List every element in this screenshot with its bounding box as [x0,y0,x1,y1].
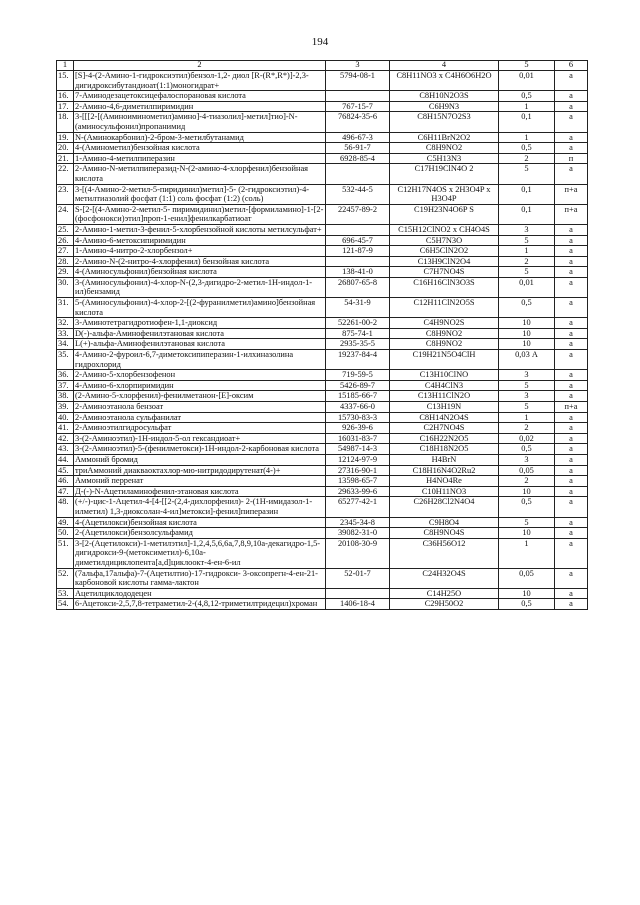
row-number: 49. [57,517,74,528]
row-number: 29. [57,267,74,278]
limit-value: 10 [499,486,555,497]
table-row [57,402,588,413]
row-number: 48. [57,497,74,517]
table-row [57,517,588,528]
cas-number: 65277-42-1 [326,497,390,517]
row-number: 44. [57,454,74,465]
limit-value: 0,01 [499,71,555,91]
hazard-type: а [555,267,588,278]
limit-value: 1 [499,538,555,568]
limit-value: 0,1 [499,184,555,204]
cas-number: 4337-66-0 [326,402,390,413]
substance-name: 2-Амино-5-хлорбензофенон [74,370,326,381]
substance-name: Аммоний бромид [74,454,326,465]
row-number: 25. [57,224,74,235]
limit-value: 0,03 А [499,350,555,370]
cas-number: 54987-14-3 [326,444,390,455]
substance-name: 7-Аминодезацетоксицефалоспорановая кислота [74,91,326,102]
table-row [57,476,588,487]
row-number: 54. [57,599,74,610]
hazard-type: а [555,599,588,610]
page-number: 194 [311,36,329,48]
table-row [57,465,588,476]
row-number: 15. [57,71,74,91]
cas-number: 26807-65-8 [326,277,390,297]
hazard-type: а [555,132,588,143]
substance-name: 2-(Ацетилокси)бензолсульфамид [74,528,326,539]
chemical-formula: H4BrN [390,454,499,465]
hazard-type: п+а [555,204,588,224]
chemical-formula: C6H9N3 [390,101,499,112]
chemical-formula: C8H9NO4S [390,528,499,539]
chemical-formula: C16H16ClN3O3S [390,277,499,297]
table-row [57,91,588,102]
col-header-2: 2 [74,61,326,71]
cas-number: 39082-31-0 [326,528,390,539]
substance-name: триАммоний диаквaоктахлор-мю-нитридодирутенат(4-)+ [74,465,326,476]
row-number: 34. [57,339,74,350]
limit-value: 5 [499,164,555,184]
chemical-formula: C19H21N5O4ClH [390,350,499,370]
limit-value: 0,5 [499,143,555,154]
row-number: 33. [57,328,74,339]
table-row [57,444,588,455]
cas-number [326,224,390,235]
substance-name: 2-Аминоэтилгидросульфат [74,423,326,434]
limit-value: 2 [499,153,555,164]
chemical-formula: C18H18N2O5 [390,444,499,455]
limit-value: 0,05 [499,568,555,588]
limit-value: 2 [499,476,555,487]
col-header-1: 1 [57,61,74,71]
substance-name: (+/-)-цис-1-Ацетил-4-[4-[[2-(2,4-дихлорфенил)- 2-(1H-имидазол-1-илметил) 1,3-диоксолан-4-ил]метокси]-фенил]пиперазин [74,497,326,517]
substance-name: 4-(Ацетилокси)бензойная кислота [74,517,326,528]
cas-number: 27316-90-1 [326,465,390,476]
table-row [57,184,588,204]
substance-name: 3-Аминотетрагидротиофен-1,1-диоксид [74,318,326,329]
limit-value: 5 [499,517,555,528]
header-row [57,61,588,71]
hazard-type: а [555,112,588,132]
cas-number: 76824-35-6 [326,112,390,132]
chemical-formula: C8H9NO2 [390,143,499,154]
chemical-formula: C8H11NO3 x C4H6O6H2O [390,71,499,91]
row-number: 40. [57,412,74,423]
substance-table [56,60,588,610]
hazard-type: а [555,256,588,267]
row-number: 35. [57,350,74,370]
substance-name: 2-Амино-1-метил-3-фенил-5-хлорбензойной кислоты метилсульфат+ [74,224,326,235]
col-header-4: 4 [390,61,499,71]
table-row [57,224,588,235]
limit-value: 10 [499,588,555,599]
cas-number: 6928-85-4 [326,153,390,164]
cas-number: 1406-18-4 [326,599,390,610]
chemical-formula: C8H9NO2 [390,339,499,350]
table-row [57,246,588,257]
table-row [57,380,588,391]
hazard-type: а [555,486,588,497]
limit-value: 0,02 [499,433,555,444]
table-row [57,423,588,434]
hazard-type: а [555,433,588,444]
hazard-type: а [555,235,588,246]
chemical-formula: H4NO4Re [390,476,499,487]
hazard-type: а [555,588,588,599]
hazard-type: а [555,350,588,370]
cas-number: 696-45-7 [326,235,390,246]
substance-name: 2-Аминоэтанола бензоат [74,402,326,413]
substance-name: 4-(Аминометил)бензойная кислота [74,143,326,154]
hazard-type: а [555,528,588,539]
table-row [57,568,588,588]
row-number: 42. [57,433,74,444]
hazard-type: а [555,412,588,423]
limit-value: 0,5 [499,497,555,517]
substance-name: 2-Амино-4,6-диметилпиримидин [74,101,326,112]
row-number: 36. [57,370,74,381]
substance-name: 2-Амино-N-(2-нитро-4-хлорфенил) бензойная кислота [74,256,326,267]
substance-name: 4-Амино-6-метоксипиримидин [74,235,326,246]
row-number: 18. [57,112,74,132]
table-row [57,204,588,224]
chemical-formula: C26H28Cl2N4O4 [390,497,499,517]
substance-name: 3-(2-Аминоэтил)-5-(фенилметокси)-1H-индол-2-карбоновая кислота [74,444,326,455]
chemical-formula: C4H9NO2S [390,318,499,329]
row-number: 52. [57,568,74,588]
cas-number: 52261-00-2 [326,318,390,329]
substance-name: 1-Амино-4-нитро-2-хлорбензол+ [74,246,326,257]
cas-number: 15730-83-3 [326,412,390,423]
chemical-formula: C8H9NO2 [390,328,499,339]
cas-number: 19237-84-4 [326,350,390,370]
row-number: 39. [57,402,74,413]
hazard-type: а [555,423,588,434]
chemical-formula: C24H32O4S [390,568,499,588]
row-number: 28. [57,256,74,267]
table-row [57,599,588,610]
hazard-type: а [555,277,588,297]
hazard-type: а [555,380,588,391]
col-header-6: 6 [555,61,588,71]
chemical-formula: C17H19ClN4O 2 [390,164,499,184]
chemical-formula: C14H25O [390,588,499,599]
row-number: 32. [57,318,74,329]
table-row [57,277,588,297]
table-row [57,153,588,164]
hazard-type: а [555,538,588,568]
cas-number: 5794-08-1 [326,71,390,91]
limit-value: 3 [499,370,555,381]
hazard-type: а [555,298,588,318]
substance-name: 3-(Аминосульфонил)-4-хлор-N-(2,3-дигидро-2-метил-1H-индол-1-ил)бензамид [74,277,326,297]
chemical-formula: C18H16N4O2Ru2 [390,465,499,476]
chemical-formula: C15H12ClNO2 x CH4O4S [390,224,499,235]
table-row [57,486,588,497]
col-header-3: 3 [326,61,390,71]
chemical-formula: C8H14N2O4S [390,412,499,423]
chemical-formula: C13H11ClN2O [390,391,499,402]
cas-number: 56-91-7 [326,143,390,154]
row-number: 17. [57,101,74,112]
limit-value: 10 [499,318,555,329]
substance-name: S-[2-[(4-Амино-2-метил-5- пиримидинил)метил-[формиламино]-1-[2- (фосфонокси)этил]проп-1-енил]фенилкарбатиоат [74,204,326,224]
table-row [57,370,588,381]
table-row [57,267,588,278]
table-row [57,454,588,465]
row-number: 51. [57,538,74,568]
table-row [57,101,588,112]
row-number: 23. [57,184,74,204]
limit-value: 10 [499,328,555,339]
limit-value: 5 [499,402,555,413]
table-row [57,318,588,329]
row-number: 27. [57,246,74,257]
row-number: 46. [57,476,74,487]
cas-number: 13598-65-7 [326,476,390,487]
col-header-5: 5 [499,61,555,71]
chemical-formula: C8H10N2O3S [390,91,499,102]
limit-value: 3 [499,224,555,235]
cas-number: 2935-35-5 [326,339,390,350]
hazard-type: а [555,476,588,487]
table-row [57,350,588,370]
hazard-type: а [555,246,588,257]
substance-name: 6-Ацетокси-2,5,7,8-тетраметил-2-(4,8,12-триметилтридецил)хроман [74,599,326,610]
cas-number: 12124-97-9 [326,454,390,465]
limit-value: 0,5 [499,599,555,610]
substance-name: 1-Амино-4-метилпиперазин [74,153,326,164]
limit-value: 2 [499,423,555,434]
row-number: 38. [57,391,74,402]
substance-name: N-(Аминокарбонил)-2-бром-3-метилбутанамид [74,132,326,143]
limit-value: 1 [499,132,555,143]
cas-number: 875-74-1 [326,328,390,339]
substance-name: D(-)-альфа-Аминофенилэтановая кислота [74,328,326,339]
table-row [57,132,588,143]
cas-number [326,91,390,102]
substance-name: [S]-4-(2-Амино-1-гидроксиэтил)бензол-1,2- диол [R-(R*,R*)]-2,3-дигидроксибутандиоат(1:1)моногидрат+ [74,71,326,91]
chemical-formula: C4H4ClN3 [390,380,499,391]
chemical-formula: C13H10ClNO [390,370,499,381]
hazard-type: а [555,328,588,339]
cas-number: 138-41-0 [326,267,390,278]
chemical-formula: C13H9ClN2O4 [390,256,499,267]
row-number: 41. [57,423,74,434]
substance-name: 3-(2-Аминоэтил)-1H-индол-5-ол гександиоат+ [74,433,326,444]
row-number: 37. [57,380,74,391]
chemical-formula: C6H5ClN2O2 [390,246,499,257]
limit-value: 0,5 [499,298,555,318]
cas-number [326,256,390,267]
row-number: 45. [57,465,74,476]
cas-number: 22457-89-2 [326,204,390,224]
chemical-formula: C5H7N3O [390,235,499,246]
substance-name: 3-[[[2-[(Аминоиминометил)амино]-4-тиазолил]-метил]тио]-N-(аминосульфонил)пропанимид [74,112,326,132]
limit-value: 5 [499,380,555,391]
limit-value: 0,1 [499,204,555,224]
limit-value: 5 [499,267,555,278]
hazard-type: а [555,444,588,455]
hazard-type: а [555,568,588,588]
chemical-formula: C6H11BrN2O2 [390,132,499,143]
row-number: 20. [57,143,74,154]
row-number: 22. [57,164,74,184]
table-row [57,298,588,318]
cas-number: 15185-66-7 [326,391,390,402]
chemical-formula: C7H7NO4S [390,267,499,278]
chemical-formula: C5H13N3 [390,153,499,164]
hazard-type: а [555,164,588,184]
table-row [57,143,588,154]
cas-number: 719-59-5 [326,370,390,381]
table-row [57,71,588,91]
table-row [57,391,588,402]
row-number: 19. [57,132,74,143]
chemical-formula: C8H15N7O2S3 [390,112,499,132]
hazard-type: а [555,454,588,465]
limit-value: 0,05 [499,465,555,476]
chemical-formula: C12H17N4OS x 2H3O4P x H3O4P [390,184,499,204]
substance-name: 5-(Аминосульфонил)-4-хлор-2-[(2-фуранилметил)амино]бензойная кислота [74,298,326,318]
chemical-formula: C13H19N [390,402,499,413]
cas-number: 532-44-5 [326,184,390,204]
hazard-type: а [555,370,588,381]
table-row [57,164,588,184]
table-row [57,112,588,132]
substance-name: 4-Амино-2-фуроил-6,7-диметоксипиперазин-1-илхиназолина гидрохлорид [74,350,326,370]
hazard-type: а [555,71,588,91]
substance-name: 3-[(4-Амино-2-метил-5-пиридинил)метил]-5- (2-гидроксиэтил)-4- метилтиазолий фосфат (1:1) соль фосфат (1:2) (соль) [74,184,326,204]
table-row [57,538,588,568]
cas-number: 29633-99-6 [326,486,390,497]
hazard-type: а [555,465,588,476]
table-row [57,412,588,423]
row-number: 30. [57,277,74,297]
limit-value: 3 [499,391,555,402]
table-row [57,497,588,517]
limit-value: 0,5 [499,91,555,102]
row-number: 16. [57,91,74,102]
cas-number: 926-39-6 [326,423,390,434]
table-row [57,235,588,246]
substance-name: (2-Амино-5-хлорфенил)-фенилметанон-[E]-оксим [74,391,326,402]
hazard-type: а [555,497,588,517]
row-number: 53. [57,588,74,599]
cas-number: 121-87-9 [326,246,390,257]
row-number: 24. [57,204,74,224]
row-number: 50. [57,528,74,539]
chemical-formula: C2H7NO4S [390,423,499,434]
limit-value: 2 [499,256,555,267]
chemical-formula: C12H11ClN2O5S [390,298,499,318]
chemical-formula: C19H23N4O6P S [390,204,499,224]
hazard-type: а [555,517,588,528]
limit-value: 0,5 [499,444,555,455]
hazard-type: п+а [555,402,588,413]
hazard-type: а [555,391,588,402]
cas-number: 767-15-7 [326,101,390,112]
row-number: 26. [57,235,74,246]
hazard-type: а [555,91,588,102]
chemical-formula: C16H22N2O5 [390,433,499,444]
chemical-formula: C29H50O2 [390,599,499,610]
hazard-type: п [555,153,588,164]
cas-number [326,588,390,599]
substance-name: 2-Амино-N-метилпиперазид-N-(2-амино-4-хлорфенил)бензойная кислота [74,164,326,184]
cas-number [326,164,390,184]
cas-number: 20108-30-9 [326,538,390,568]
limit-value: 1 [499,412,555,423]
limit-value: 10 [499,339,555,350]
hazard-type: а [555,101,588,112]
limit-value: 1 [499,101,555,112]
cas-number: 54-31-9 [326,298,390,318]
table-row [57,433,588,444]
hazard-type: п+а [555,184,588,204]
hazard-type: а [555,318,588,329]
substance-name: Аммоний перренат [74,476,326,487]
hazard-type: а [555,339,588,350]
chemical-formula: C10H11NO3 [390,486,499,497]
substance-name: Д-(-)-N-Ацетиламинофенил-этановая кислота [74,486,326,497]
hazard-type: а [555,143,588,154]
limit-value: 0,1 [499,112,555,132]
limit-value: 1 [499,246,555,257]
substance-name: 4-Амино-6-хлорпиримидин [74,380,326,391]
table-row [57,528,588,539]
chemical-formula: C36H56O12 [390,538,499,568]
table-row [57,328,588,339]
cas-number: 52-01-7 [326,568,390,588]
limit-value: 10 [499,528,555,539]
substance-name: L(+)-альфа-Аминофенилэтановая кислота [74,339,326,350]
limit-value: 3 [499,454,555,465]
substance-name: 3-[2-(Ацетилокси)-1-метилэтил]-1,2,4,5,6,6a,7,8,9,10a-декагидро-1,5-дигидрокси-9-(метоксиметил)-6,10a-диметилдициклопента[a,d]циклоокт-4-ен-6-ил [74,538,326,568]
substance-name: 4-(Аминосульфонил)бензойная кислота [74,267,326,278]
substance-name: 2-Аминоэтанола сульфанилат [74,412,326,423]
row-number: 47. [57,486,74,497]
cas-number: 16031-83-7 [326,433,390,444]
substance-name: Ацетилциклододецен [74,588,326,599]
cas-number: 5426-89-7 [326,380,390,391]
table-row [57,256,588,267]
table-row [57,339,588,350]
cas-number: 496-67-3 [326,132,390,143]
row-number: 43. [57,444,74,455]
limit-value: 5 [499,235,555,246]
limit-value: 0,01 [499,277,555,297]
row-number: 21. [57,153,74,164]
table-row [57,588,588,599]
row-number: 31. [57,298,74,318]
substance-name: (7альфа,17альфа)-7-(Ацетилтио)-17-гидрокси- 3-оксопрегн-4-ен-21-карбоновой кислоты гамма-лактон [74,568,326,588]
cas-number: 2345-34-8 [326,517,390,528]
chemical-formula: C9H8O4 [390,517,499,528]
hazard-type: а [555,224,588,235]
